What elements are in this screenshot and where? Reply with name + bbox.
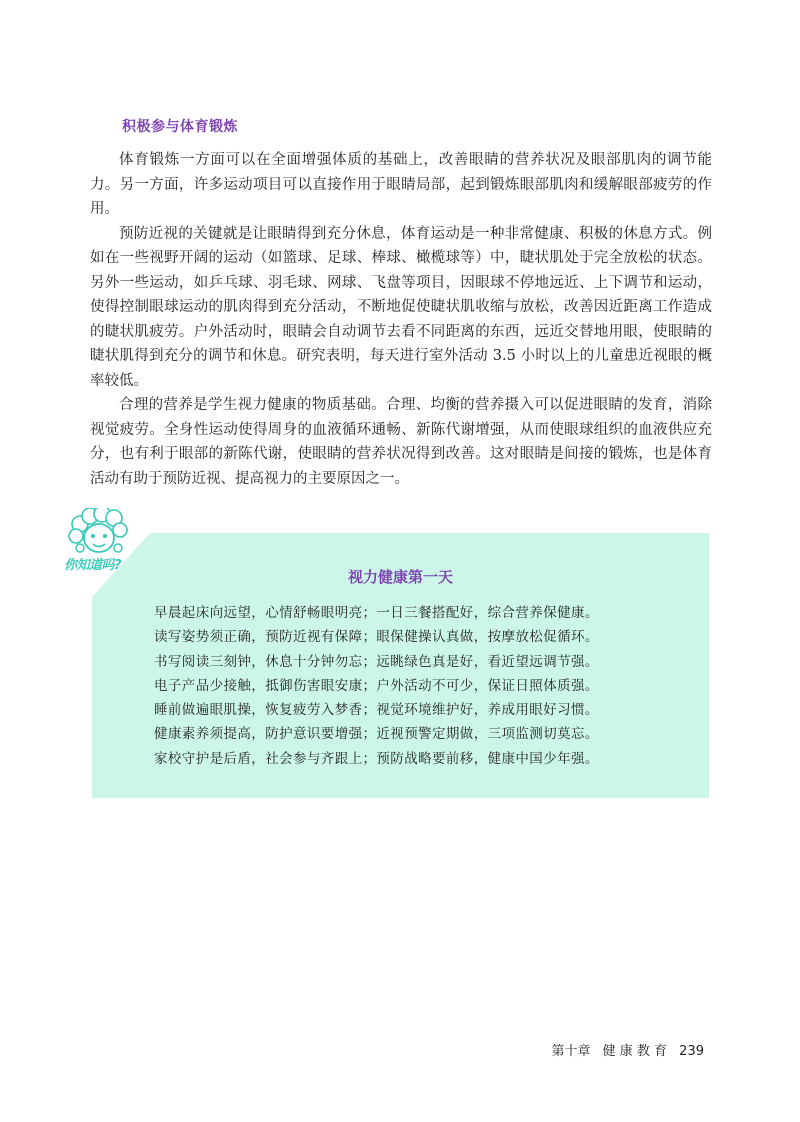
verse-line: 睡前做遍眼肌操，恢复疲劳入梦香；视觉环境维护好，养成用眼好习惯。 <box>154 702 599 719</box>
chapter-title: 健 康 教 育 <box>602 1044 668 1059</box>
paragraph: 体育锻炼一方面可以在全面增强体质的基础上，改善眼睛的营养状况及眼部肌肉的调节能力。另一方面，许多运动项目可以直接作用于眼睛局部，起到锻炼眼部肌肉和缓解眼部疲劳的作用。 <box>90 152 712 217</box>
body-text <box>90 148 712 491</box>
paragraph: 合理的营养是学生视力健康的物质基础。合理、均衡的营养摄入可以促进眼睛的发育，消除视觉疲劳。全身性运动使得周身的血液循环通畅、新陈代谢增强，从而使眼球组织的血液供应充分，也有利于眼部的新陈代谢，使眼睛的营养状况得到改善。这对眼睛是间接的锻炼，也是体育活动有助于预防近视、提高视力的主要原因之一。 <box>90 397 712 487</box>
verse-line: 书写阅读三刻钟，休息十分钟勿忘；远眺绿色真是好，看近望远调节强。 <box>154 653 599 670</box>
page-number: 239 <box>679 1044 704 1059</box>
tip-verse <box>154 601 674 771</box>
section-heading: 积极参与体育锻炼 <box>122 119 238 135</box>
verse-line: 健康素养须提高，防护意识要增强；近视预警定期做，三项监测切莫忘。 <box>154 726 599 743</box>
chapter-label: 第十章 <box>551 1044 591 1059</box>
verse-line: 家校守护是后盾，社会参与齐跟上；预防战略要前移，健康中国少年强。 <box>154 750 599 767</box>
tip-title: 视力健康第一天 <box>347 568 453 586</box>
did-you-know-label: 你知道吗? <box>64 558 122 573</box>
page-footer <box>543 1040 704 1059</box>
paragraph: 预防近视的关键就是让眼睛得到充分休息，体育运动是一种非常健康、积极的休息方式。例如在一些视野开阔的运动（如篮球、足球、棒球、橄榄球等）中，睫状肌处于完全放松的状态。另外一些运动，如乒乓球、羽毛球、网球、飞盘等项目，因眼球不停地远近、上下调节和运动，使得控制眼球运动的肌肉得到充分活动，不断地促使睫状肌收缩与放松，改善因近距离工作造成的睫状肌疲劳。户外活动时，眼睛会自动调节去看不同距离的东西，远近交替地用眼，使眼睛的睫状肌得到充分的调节和休息。研究表明，每天进行室外活动 3.5 小时以上的儿童患近视眼的概率较低。 <box>90 225 712 389</box>
verse-line: 早晨起床向远望，心情舒畅眼明亮；一日三餐搭配好，综合营养保健康。 <box>154 605 599 621</box>
verse-line: 读写姿势须正确，预防近视有保障；眼保健操认真做，按摩放松促循环。 <box>154 629 599 646</box>
verse-line: 电子产品少接触，抵御伤害眼安康；户外活动不可少，保证日照体质强。 <box>154 677 599 694</box>
